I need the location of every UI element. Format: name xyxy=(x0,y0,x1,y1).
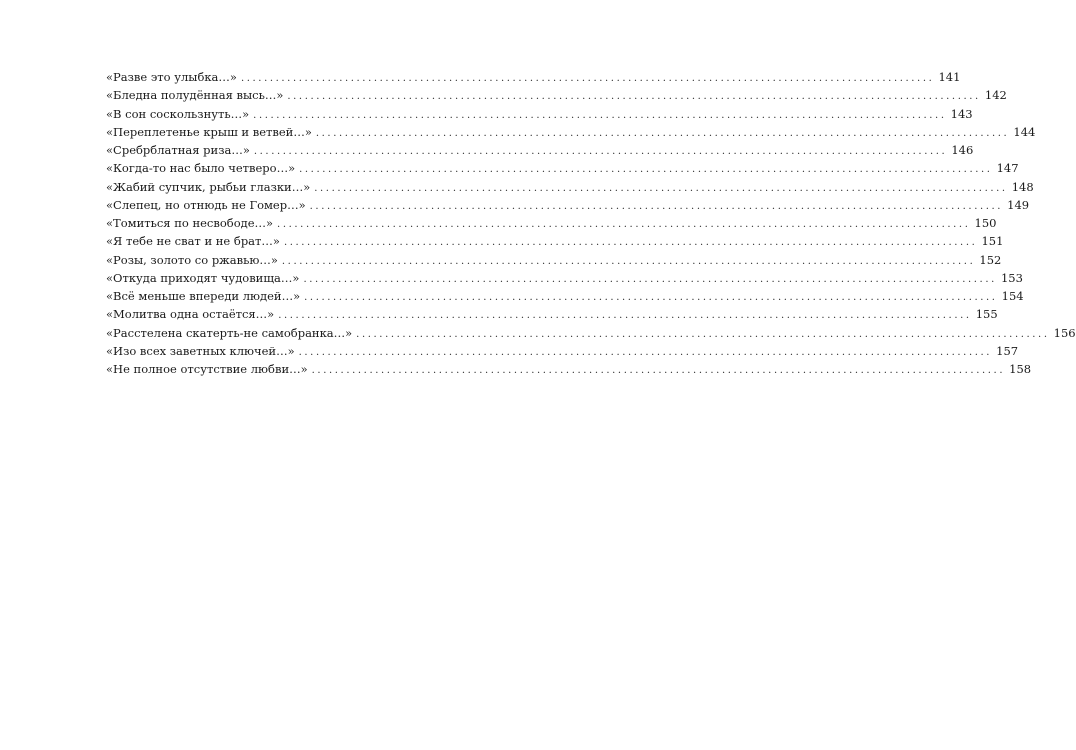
toc-entry-page-number: 146 xyxy=(951,143,974,157)
toc-entry-page-number: 143 xyxy=(950,106,973,121)
dot-leader: ........................................................................................................................ xyxy=(356,328,1050,340)
toc-entry xyxy=(106,214,997,232)
toc-entry xyxy=(106,123,1036,141)
toc-entry-title: «Разве это улыбка…» xyxy=(106,70,237,84)
dot-leader: ........................................................................................................................ xyxy=(303,273,997,285)
dot-leader: ........................................................................................................................ xyxy=(298,346,993,358)
toc-entry xyxy=(106,178,1034,196)
toc-entry-page-number: 144 xyxy=(1013,124,1036,139)
dot-leader: ........................................................................................................................ xyxy=(278,310,972,322)
dot-leader: ........................................................................................................................ xyxy=(281,255,976,267)
toc-entry-page-number: 154 xyxy=(1001,289,1024,303)
toc-entry xyxy=(106,141,974,159)
dot-leader: ........................................................................................................................ xyxy=(253,109,947,121)
toc-entry-page-number: 158 xyxy=(1009,362,1032,376)
toc-entry xyxy=(106,287,1024,305)
dot-leader: ........................................................................................................................ xyxy=(283,237,978,249)
toc-entry xyxy=(106,305,998,323)
toc-entry-title: «Изо всех заветных ключей…» xyxy=(106,343,295,358)
toc-entry-title: «Молитва одна остаётся…» xyxy=(106,307,275,322)
dot-leader: ........................................................................................................................ xyxy=(240,73,935,84)
toc-entry-title: «Розы, золото со ржавью…» xyxy=(106,252,278,267)
toc-entry xyxy=(106,342,1019,360)
toc-entry-title: «Переплетенье крыш и ветвей…» xyxy=(106,124,312,139)
toc-entry-page-number: 147 xyxy=(996,161,1019,176)
dot-leader: ........................................................................................................................ xyxy=(299,164,993,176)
toc-entry-title: «В сон соскользнуть…» xyxy=(106,106,250,121)
toc-entry-title: «Томиться по несвободе…» xyxy=(106,216,274,230)
toc-entry-title: «Расстелена скатерть-не самобранка…» xyxy=(106,325,353,340)
dot-leader: ........................................................................................................................ xyxy=(287,91,981,103)
toc-entry-title: «Сребрблатная риза…» xyxy=(106,143,250,157)
toc-entry xyxy=(106,86,1007,104)
toc-entry xyxy=(106,251,1002,269)
toc-entry xyxy=(106,269,1023,287)
dot-leader: ........................................................................................................................ xyxy=(314,182,1008,194)
toc-entry-title: «Бледна полудённая высь…» xyxy=(106,88,284,103)
dot-leader: ........................................................................................................................ xyxy=(253,146,948,157)
dot-leader: ........................................................................................................................ xyxy=(311,365,1006,376)
toc-entry-page-number: 142 xyxy=(984,88,1007,103)
toc-entry xyxy=(106,159,1019,177)
toc-entry-page-number: 150 xyxy=(974,216,997,230)
toc-entry-page-number: 148 xyxy=(1011,179,1034,194)
toc-entry-title: «Слепец, но отнюдь не Гомер…» xyxy=(106,197,306,212)
toc-entry-page-number: 151 xyxy=(981,234,1004,249)
toc-entry xyxy=(106,68,961,86)
toc-entry-page-number: 155 xyxy=(975,307,998,322)
toc-entry-page-number: 141 xyxy=(938,70,961,84)
toc-entry-page-number: 152 xyxy=(979,252,1002,267)
toc-entry-page-number: 156 xyxy=(1053,325,1076,340)
toc-entry xyxy=(106,360,1032,378)
toc-entry-page-number: 149 xyxy=(1007,197,1030,212)
toc-entry xyxy=(106,105,973,123)
toc-entry-title: «Жабий супчик, рыбьи глазки…» xyxy=(106,179,311,194)
toc-entry-page-number: 157 xyxy=(996,343,1019,358)
dot-leader: ........................................................................................................................ xyxy=(304,292,998,303)
toc-entry-page-number: 153 xyxy=(1000,270,1023,285)
dot-leader: ........................................................................................................................ xyxy=(315,127,1010,139)
toc-entry-title: «Не полное отсутствие любви…» xyxy=(106,362,308,376)
toc-entry xyxy=(106,196,1030,214)
toc-entry xyxy=(106,324,1076,342)
toc-entry-title: «Откуда приходят чудовища…» xyxy=(106,270,300,285)
dot-leader: ........................................................................................................................ xyxy=(309,200,1004,212)
table-of-contents xyxy=(106,68,1076,378)
toc-entry-title: «Когда-то нас было четверо…» xyxy=(106,161,296,176)
toc-entry-title: «Я тебе не сват и не брат…» xyxy=(106,234,280,249)
dot-leader: ........................................................................................................................ xyxy=(277,219,971,230)
toc-entry-title: «Всё меньше впереди людей…» xyxy=(106,289,301,303)
toc-entry xyxy=(106,232,1004,250)
